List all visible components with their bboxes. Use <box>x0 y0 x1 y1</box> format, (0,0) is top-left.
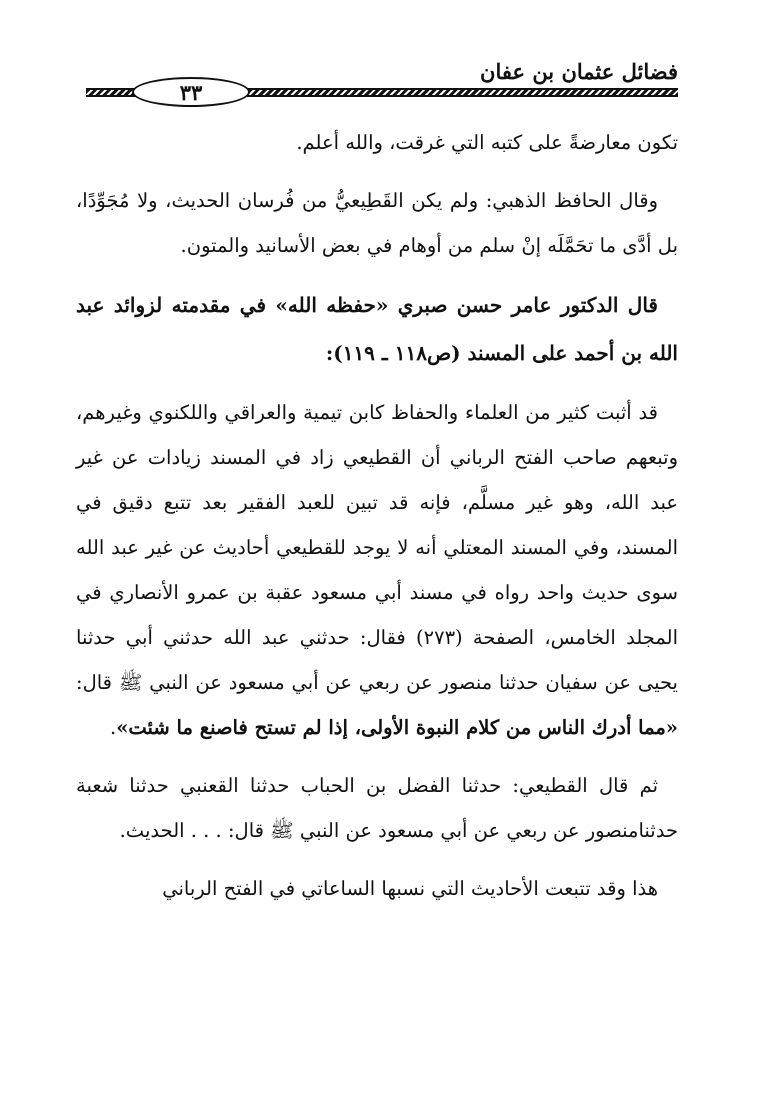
page-header <box>86 55 678 105</box>
paragraph-4-end: . <box>110 716 117 739</box>
paragraph-5: ثم قال القطيعي: حدثنا الفضل بن الحباب حدثنا القعنبي حدثنا شعبة حدثنامنصور عن ربعي عن أبي مسعود عن النبي ﷺ قال: . . . الحديث. <box>76 774 678 842</box>
paragraph-4-text: قد أثبت كثير من العلماء والحفاظ كابن تيمية والعراقي واللكنوي وغيرهم، وتبعهم صاحب الفتح الرباني أن القطيعي زاد في المسند زيادات عن غير عبد الله، وهو غير مسلَّم، فإنه قد تبين للعبد الفقير بعد تتبع دقيق في المسند، وفي المسند المعتلي أنه لا يوجد للقطيعي أحاديث عن غير عبد الله سوى حديث واحد رواه في مسند أبي مسعود عقبة بن عمرو الأنصاري في المجلد الخامس، الصفحة (٢٧٣) فقال: حدثني عبد الله حدثني أبي حدثنا يحيى عن سفيان حدثنا منصور عن ربعي عن أبي مسعود عن النبي ﷺ قال: <box>76 401 678 694</box>
page-number: ٣٣ <box>132 77 250 107</box>
paragraph-4 <box>76 390 678 750</box>
paragraph-6: هذا وقد تتبعت الأحاديث التي نسبها الساعاتي في الفتح الرباني <box>162 877 658 900</box>
paragraph-2: وقال الحافظ الذهبي: ولم يكن القَطِيعيُّ من فُرسان الحديث، ولا مُجَوِّدًا، بل أدَّى ما تحَمَّلَه إنْ سلم من أوهام في بعض الأسانيد والمتون. <box>76 189 678 257</box>
hadith-quote: «مما أدرك الناس من كلام النبوة الأولى، إذا لم تستح فاصنع ما شئت» <box>116 716 678 739</box>
running-title: فضائل عثمان بن عفان <box>480 59 678 84</box>
paragraph-3-citation-heading: قال الدكتور عامر حسن صبري «حفظه الله» في مقدمته لزوائد عبد الله بن أحمد على المسند (ص١١٨ ـ ١١٩): <box>76 293 678 365</box>
paragraph-1: تكون معارضةً على كتبه التي غرقت، والله أعلم. <box>296 131 678 154</box>
page-body <box>76 120 678 924</box>
